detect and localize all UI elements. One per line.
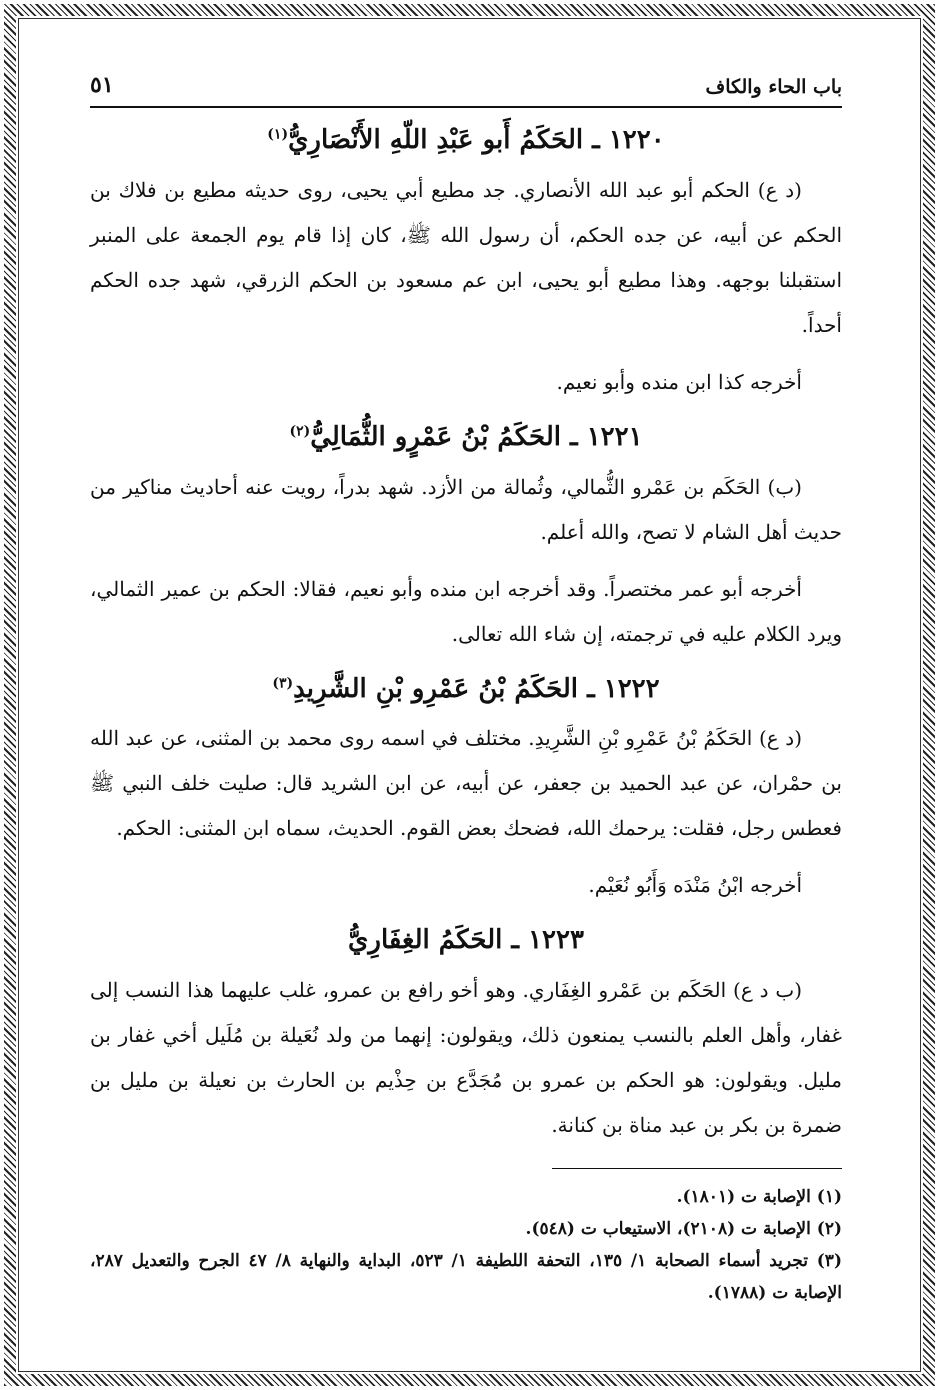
entry-1222-source: أخرجه ابْنُ مَنْدَه وَأَبُو نُعَيْم. [588, 873, 802, 898]
entry-heading-1220: ١٢٢٠ ـ الحَكَمُ أَبو عَبْدِ اللّهِ الأَنْصَارِيُّ$^{(١)}$ [267, 125, 665, 155]
entry-1223-text: (ب د ع) الحَكَم بن عَمْرو الغِفَاري. وهو أخو رافع بن عمرو، غلب عليهما هذا النسب إلى غفار، وأهل العلم بالنسب يمنعون ذلك، ويقولون: إنهما من ولد نُعَيلة بن مُلَيل أخي غفار بن مليل. ويقولون: هو الحكم بن عمرو بن مُجَدَّع بن حِذْيم بن الحارث بن نعيلة بن مليل بن ضمرة بن بكر بن عبد مناة بن كنانة. [90, 978, 842, 1138]
footnote-3: (٣) تجريد أسماء الصحابة ١/ ١٣٥، التحفة اللطيفة ١/ ٥٢٣، البداية والنهاية ٨/ ٤٧ الجرح والتعديل ٢٨٧، الإصابة ت (١٧٨٨). [90, 1251, 842, 1304]
entry-1222-text: (د ع) الحَكَمُ بْنُ عَمْرِو بْنِ الشَّرِيدِ. مختلف في اسمه روى محمد بن المثنى، عن عبد الله بن حمْران، عن عبد الحميد بن جعفر، عن أبيه، عن ابن الشريد قال: صليت خلف النبي ﷺ فعطس رجل، فقلت: يرحمك الله، فضحك بعض القوم. الحديث، سماه ابن المثنى: الحكم. [90, 726, 842, 841]
book-page [90, 62, 842, 1322]
entry-heading-1221: ١٢٢١ ـ الحَكَمُ بْنُ عَمْرٍو الثُّمَالِيُّ$^{(٢)}$ [289, 421, 643, 452]
footnote-ref-2: (٢) [289, 423, 311, 440]
entry-heading-1222: ١٢٢٢ ـ الحَكَمُ بْنُ عَمْرِو بْنِ الشَّرِيدِ$^{(٣)}$ [272, 673, 660, 704]
entry-1220-source: أخرجه كذا ابن منده وأبو نعيم. [556, 369, 802, 394]
chapter-title: باب الحاء والكاف [705, 76, 842, 98]
entry-1221-source: أخرجه أبو عمر مختصراً. وقد أخرجه ابن منده وأبو نعيم، فقالا: الحكم بن عمير الثمالي، ويرد الكلام عليه في ترجمته، إن شاء الله تعالى. [90, 576, 842, 646]
footnote-separator [552, 1168, 842, 1169]
footnote-1: (١) الإصابة ت (١٨٠١). [676, 1187, 842, 1208]
entry-heading-1223: ١٢٢٣ ـ الحَكَمُ الغِفَارِيُّ [348, 925, 584, 956]
footnote-ref-1: (١) [267, 126, 289, 143]
page-number: ٥١ [90, 72, 114, 98]
footnote-2: (٢) الإصابة ت (٢١٠٨)، الاستيعاب ت (٥٤٨). [525, 1219, 842, 1240]
entry-1220-text: (د ع) الحكم أبو عبد الله الأنصاري. جد مطيع أبي يحيى، روى حديثه مطيع بن فلاك بن الحكم عن أبيه، عن جده الحكم، أن رسول الله ﷺ، كان إذا قام يوم الجمعة على المنبر استقبلنا بوجهه. وهذا مطيع أبو يحيى، ابن عم مسعود بن الحكم الزرقي، شهد جده الحكم أحداً. [90, 177, 842, 337]
footnote-ref-3: (٣) [272, 674, 294, 691]
entry-1221-text: (ب) الحَكَم بن عَمْرو الثُّمالي، وثُمالة من الأزد. شهد بدراً، رويت عنه أحاديث مناكير من حديث أهل الشام لا تصح، والله أعلم. [90, 474, 842, 544]
running-header [90, 62, 842, 108]
